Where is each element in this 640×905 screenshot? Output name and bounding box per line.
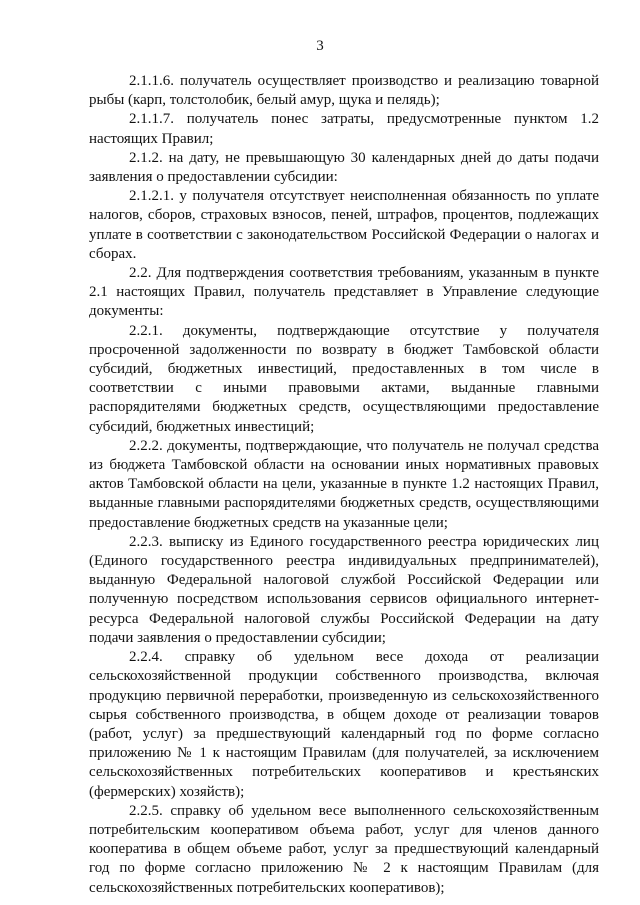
paragraph-2-1-2-1: 2.1.2.1. у получателя отсутствует неисполненная обязанность по уплате налогов, сборов, страховых взносов, пеней, штрафов, процентов, подлежащих уплате в соответствии с законодательством Российской Федерации о налогах и сборах. (89, 188, 599, 262)
paragraph-2-1-1-6: 2.1.1.6. получатель осуществляет производство и реализацию товарной рыбы (карп, толстолобик, белый амур, щука и пелядь); (89, 73, 599, 109)
paragraph-2-2-2: 2.2.2. документы, подтверждающие, что получатель не получал средства из бюджета Тамбовской области на основании иных нормативных правовых актов Тамбовской области на цели, указанные в пункте 1.2 настоящих Правил, выданные главными распорядителями бюджетных средств, осуществляющими предоставление бюджетных средств на указанные цели; (89, 437, 599, 531)
document-body (89, 72, 599, 898)
paragraph-2-2-4: 2.2.4. справку об удельном весе дохода от реализации сельскохозяйственной продукции собственного производства, включая продукцию первичной переработки, произведенную из сельскохозяйственного сырья собственного производства, в общем доходе от реализации товаров (работ, услуг) за предшествующий календарный год по форме согласно приложению № 1 к настоящим Правилам (для получателей, за исключением сельскохозяйственных потребительских кооперативов и крестьянских (фермерских) хозяйств); (89, 649, 599, 800)
page-number: 3 (316, 38, 324, 54)
paragraph-2-2-1: 2.2.1. документы, подтверждающие отсутствие у получателя просроченной задолженности по возврату в бюджет Тамбовской области субсидий, бюджетных инвестиций, предоставленных в том числе в соответствии с иными правовыми актами, выданные главными распорядителями бюджетных средств, осуществляющими предоставление субсидий, бюджетных инвестиций; (89, 322, 599, 435)
paragraph-2-1-1-7: 2.1.1.7. получатель понес затраты, предусмотренные пунктом 1.2 настоящих Правил; (89, 111, 599, 147)
paragraph-2-2-3: 2.2.3. выписку из Единого государственного реестра юридических лиц (Единого государственного реестра индивидуальных предпринимателей), выданную Федеральной налоговой службой Российской Федерации или полученную посредством использования сервисов официального интернет-ресурса Федеральной налоговой службы Российской Федерации на дату подачи заявления о предоставлении субсидии; (89, 533, 599, 646)
paragraph-2-2-5: 2.2.5. справку об удельном весе выполненного сельскохозяйственным потребительским кооперативом объема работ, услуг для членов данного кооператива в общем объеме работ, услуг за предшествующий календарный год по форме согласно приложению № 2 к настоящим Правилам (для сельскохозяйственных потребительских кооперативов); (89, 802, 599, 896)
paragraph-2-1-2: 2.1.2. на дату, не превышающую 30 календарных дней до даты подачи заявления о предоставлении субсидии: (89, 149, 599, 186)
paragraph-2-2: 2.2. Для подтверждения соответствия требованиям, указанным в пункте 2.1 настоящих Правил, получатель представляет в Управление следующие документы: (89, 265, 599, 320)
